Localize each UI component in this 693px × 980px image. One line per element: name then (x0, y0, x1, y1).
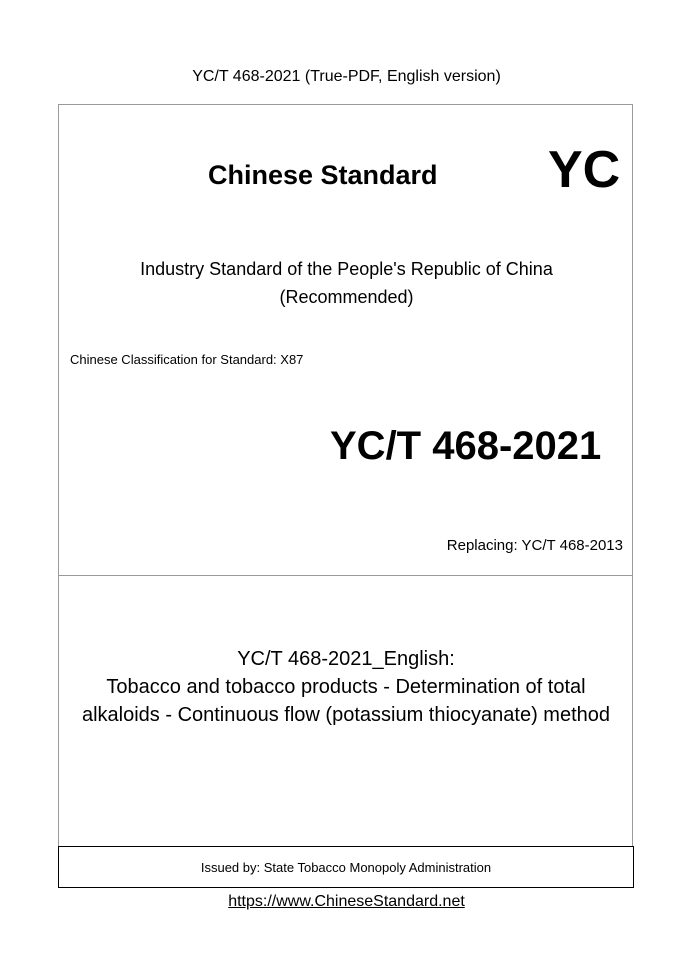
replacing-text: Replacing: YC/T 468-2013 (446, 537, 623, 554)
classification-text: Chinese Classification for Standard: X87 (70, 352, 304, 367)
document-title-line-3: alkaloids - Continuous flow (potassium thiocyanate) method (81, 704, 611, 726)
issuer-text: Issued by: State Tobacco Monopoly Administration (200, 859, 492, 875)
page-header-title: YC/T 468-2021 (True-PDF, English version) (192, 68, 501, 85)
website-link[interactable]: https://www.ChineseStandard.net (228, 893, 465, 910)
document-title-line-2: Tobacco and tobacco products - Determination of total (106, 676, 586, 698)
chinese-standard-label: Chinese Standard (208, 160, 438, 190)
issuer-box (58, 846, 634, 888)
industry-standard-line: Industry Standard of the People's Republic of China (140, 259, 553, 279)
standard-number: YC/T 468-2021 (330, 424, 602, 468)
recommended-line: (Recommended) (279, 287, 414, 307)
document-title-line-1: YC/T 468-2021_English: (237, 648, 455, 670)
yc-code-mark: YC (548, 141, 621, 199)
